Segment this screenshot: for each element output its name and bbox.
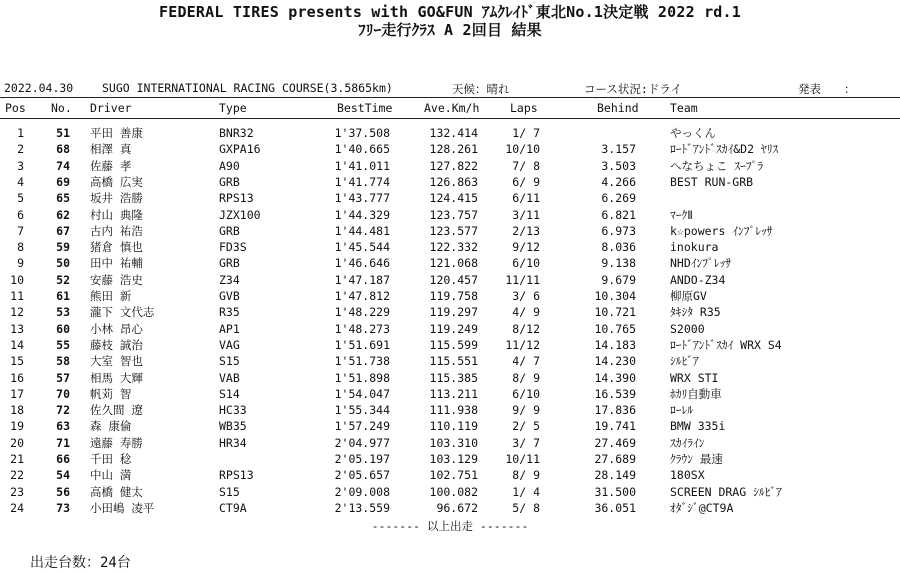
cell-driver: 相馬 大輝	[90, 370, 143, 385]
cell-team: inokura	[670, 240, 719, 255]
cell-behind: 31.500	[594, 484, 636, 499]
cell-behind: 14.390	[594, 370, 636, 385]
cell-speed: 110.119	[429, 419, 478, 434]
cell-driver: 相澤 真	[90, 142, 132, 157]
cell-car-number: 70	[56, 386, 70, 401]
cell-besttime: 1'41.011	[334, 158, 390, 173]
cell-laps: 8/ 9	[512, 370, 540, 385]
cell-car-number: 60	[56, 321, 70, 336]
cell-behind: 3.157	[601, 142, 636, 157]
cell-driver: 遠藤 寿勝	[90, 435, 143, 450]
cell-type: GRB	[219, 223, 240, 238]
cell-team: ｽｶｲﾗｲﾝ	[670, 435, 705, 450]
cell-pos: 20	[10, 435, 24, 450]
cell-besttime: 1'44.329	[334, 207, 390, 222]
cell-type: RPS13	[219, 191, 254, 206]
cell-speed: 121.068	[429, 256, 478, 271]
cell-team: ﾛｰﾄﾞｱﾝﾄﾞｽｶｲ&D2 ﾔﾘｽ	[670, 142, 779, 157]
cell-besttime: 2'09.008	[334, 484, 390, 499]
cell-driver: 佐藤 孝	[90, 158, 132, 173]
cell-speed: 122.332	[429, 240, 478, 255]
cell-pos: 24	[10, 500, 24, 515]
cell-behind: 3.503	[601, 158, 636, 173]
cell-pos: 15	[10, 354, 24, 369]
table-row	[0, 402, 900, 418]
cell-team: ﾛｰﾄﾞｱﾝﾄﾞｽｶｲ WRX S4	[670, 337, 782, 352]
cell-besttime: 1'47.812	[334, 289, 390, 303]
cell-laps: 6/11	[512, 191, 540, 206]
cell-type: GRB	[219, 174, 240, 189]
cell-team: ﾀｷｼﾀ R35	[670, 305, 721, 320]
cell-car-number: 59	[56, 240, 70, 255]
cell-car-number: 69	[56, 174, 70, 189]
cell-pos: 1	[17, 126, 24, 140]
cell-behind: 9.679	[601, 272, 636, 287]
cell-laps: 8/ 9	[512, 468, 540, 483]
cell-team: BEST RUN-GRB	[670, 174, 754, 189]
cell-besttime: 1'44.481	[334, 223, 390, 238]
cell-team: 柳原GV	[670, 289, 707, 303]
table-row	[0, 435, 900, 451]
cell-speed: 115.385	[429, 370, 478, 385]
cell-type: Z34	[219, 272, 240, 287]
table-row	[0, 141, 900, 157]
cell-besttime: 1'37.508	[334, 126, 390, 140]
cell-speed: 120.457	[429, 272, 478, 287]
cell-driver: 森 康倫	[90, 419, 132, 434]
header-besttime: BestTime	[337, 101, 393, 115]
cell-car-number: 52	[56, 272, 70, 287]
cell-behind: 6.973	[601, 223, 636, 238]
cell-type: HC33	[219, 403, 247, 418]
cell-speed: 111.938	[429, 403, 478, 418]
cell-speed: 119.297	[429, 305, 478, 320]
cell-speed: 115.599	[429, 337, 478, 352]
cell-besttime: 2'13.559	[334, 500, 390, 515]
session-title: ﾌﾘｰ走行ｸﾗｽ A 2回目 結果	[358, 21, 542, 39]
cell-pos: 18	[10, 403, 24, 418]
cell-team: ﾎｶﾘ自動車	[670, 386, 722, 401]
event-title: FEDERAL TIRES presents with GO&FUN ｱﾑｸﾚｲﾄﾞ東北No.1決定戦 2022 rd.1	[158, 3, 741, 21]
cell-laps: 3/11	[512, 207, 540, 222]
cell-type: AP1	[219, 321, 240, 336]
cell-type: R35	[219, 305, 240, 320]
header-type: Type	[219, 101, 247, 115]
cell-speed: 124.415	[429, 191, 478, 206]
cell-laps: 6/10	[512, 256, 540, 271]
header-behind: Behind	[597, 101, 639, 115]
cell-team: やっくん	[670, 126, 716, 140]
cell-speed: 123.577	[429, 223, 478, 238]
cell-type: GXPA16	[219, 142, 261, 157]
cell-car-number: 65	[56, 191, 70, 206]
cell-type: CT9A	[219, 500, 247, 515]
cell-behind: 6.821	[601, 207, 636, 222]
cell-behind: 6.269	[601, 191, 636, 206]
cell-laps: 6/10	[512, 386, 540, 401]
cell-driver: 帆苅 智	[90, 386, 132, 401]
cell-car-number: 53	[56, 305, 70, 320]
cell-type: S14	[219, 386, 240, 401]
cell-behind: 27.469	[594, 435, 636, 450]
header-driver: Driver	[90, 101, 132, 115]
cell-team: へなちょこ ｽｰﾌﾟﾗ	[670, 158, 764, 173]
entry-count: 出走台数：24台	[30, 555, 131, 571]
cell-type: BNR32	[219, 126, 254, 140]
cell-besttime: 1'48.273	[334, 321, 390, 336]
cell-pos: 21	[10, 452, 24, 466]
cell-type: WB35	[219, 419, 247, 434]
cell-team: S2000	[670, 321, 705, 336]
cell-team: ﾏｰｸⅡ	[670, 207, 693, 222]
cell-speed: 102.751	[429, 468, 478, 483]
table-row	[0, 337, 900, 353]
cell-driver: 中山 満	[90, 468, 132, 483]
cell-pos: 13	[10, 321, 24, 336]
cell-driver: 猪倉 慎也	[90, 240, 143, 255]
cell-driver: 古内 祐浩	[90, 223, 143, 238]
header-laps: Laps	[510, 101, 538, 115]
table-row	[0, 190, 900, 206]
cell-pos: 8	[17, 240, 24, 255]
cell-driver: 小田嶋 凌平	[90, 500, 155, 515]
end-of-entries-marker: ------- 以上出走 -------	[371, 519, 529, 533]
cell-speed: 115.551	[429, 354, 478, 369]
cell-car-number: 67	[56, 223, 70, 238]
cell-laps: 9/ 9	[512, 403, 540, 418]
table-row	[0, 418, 900, 434]
cell-laps: 11/11	[505, 272, 540, 287]
cell-behind: 17.836	[594, 403, 636, 418]
cell-type: VAB	[219, 370, 240, 385]
cell-speed: 126.863	[429, 174, 478, 189]
table-row	[0, 223, 900, 239]
cell-pos: 12	[10, 305, 24, 320]
cell-behind: 19.741	[594, 419, 636, 434]
table-row	[0, 272, 900, 288]
cell-driver: 瀧下 文代志	[90, 305, 155, 320]
cell-team: WRX STI	[670, 370, 719, 385]
cell-besttime: 1'51.691	[334, 337, 390, 352]
cell-besttime: 1'55.344	[334, 403, 390, 418]
table-row	[0, 239, 900, 255]
cell-car-number: 71	[56, 435, 70, 450]
cell-speed: 132.414	[429, 126, 478, 140]
cell-besttime: 1'57.249	[334, 419, 390, 434]
cell-besttime: 1'41.774	[334, 174, 390, 189]
cell-car-number: 73	[56, 500, 70, 515]
cell-besttime: 2'05.197	[334, 452, 390, 466]
cell-driver: 坂井 浩勝	[90, 191, 143, 206]
cell-driver: 田中 祐輔	[90, 256, 143, 271]
weather-label: 天候：晴れ	[452, 82, 510, 96]
cell-besttime: 1'40.665	[334, 142, 390, 157]
cell-car-number: 58	[56, 354, 70, 369]
header-speed: Ave.Km/h	[424, 101, 480, 115]
cell-pos: 19	[10, 419, 24, 434]
cell-car-number: 54	[56, 468, 70, 483]
cell-driver: 高橋 広実	[90, 174, 143, 189]
cell-besttime: 2'04.977	[334, 435, 390, 450]
cell-behind: 14.183	[594, 337, 636, 352]
cell-car-number: 57	[56, 370, 70, 385]
cell-pos: 10	[10, 272, 24, 287]
header-bottom-rule	[0, 118, 900, 119]
cell-besttime: 1'48.229	[334, 305, 390, 320]
cell-pos: 14	[10, 337, 24, 352]
cell-type: VAG	[219, 337, 240, 352]
cell-speed: 128.261	[429, 142, 478, 157]
cell-speed: 119.249	[429, 321, 478, 336]
cell-driver: 平田 善康	[90, 126, 143, 140]
cell-team: k☆powers ｲﾝﾌﾟﾚｯｻ	[670, 223, 773, 238]
cell-speed: 123.757	[429, 207, 478, 222]
cell-laps: 10/11	[505, 452, 540, 466]
cell-laps: 4/ 9	[512, 305, 540, 320]
cell-pos: 9	[17, 256, 24, 271]
cell-behind: 10.721	[594, 305, 636, 320]
cell-car-number: 63	[56, 419, 70, 434]
cell-type: HR34	[219, 435, 247, 450]
cell-team: 180SX	[670, 468, 705, 483]
cell-besttime: 1'45.544	[334, 240, 390, 255]
cell-speed: 103.310	[429, 435, 478, 450]
cell-type: RPS13	[219, 468, 254, 483]
table-row	[0, 207, 900, 223]
header-no: No.	[51, 101, 72, 115]
cell-driver: 佐久間 遼	[90, 403, 143, 418]
cell-car-number: 68	[56, 142, 70, 157]
cell-car-number: 61	[56, 289, 70, 303]
cell-car-number: 56	[56, 484, 70, 499]
cell-laps: 9/12	[512, 240, 540, 255]
cell-besttime: 2'05.657	[334, 468, 390, 483]
cell-team: ﾛｰﾚﾙ	[670, 403, 693, 418]
cell-pos: 11	[10, 289, 24, 303]
cell-laps: 5/ 8	[512, 500, 540, 515]
cell-team: ｸﾗｳﾝ 最速	[670, 452, 723, 466]
cell-pos: 22	[10, 468, 24, 483]
cell-speed: 103.129	[429, 452, 478, 466]
cell-car-number: 74	[56, 158, 70, 173]
cell-type: S15	[219, 484, 240, 499]
cell-car-number: 55	[56, 337, 70, 352]
cell-driver: 千田 稔	[90, 452, 132, 466]
cell-team: SCREEN DRAG ｼﾙﾋﾞｱ	[670, 484, 782, 499]
cell-laps: 7/ 8	[512, 158, 540, 173]
table-row	[0, 174, 900, 190]
header-top-rule	[0, 97, 900, 98]
cell-team: ANDO-Z34	[670, 272, 726, 287]
cell-laps: 6/ 9	[512, 174, 540, 189]
cell-behind: 36.051	[594, 500, 636, 515]
cell-type: GRB	[219, 256, 240, 271]
cell-besttime: 1'46.646	[334, 256, 390, 271]
cell-laps: 1/ 4	[512, 484, 540, 499]
table-row	[0, 321, 900, 337]
cell-car-number: 66	[56, 452, 70, 466]
table-row	[0, 255, 900, 271]
cell-driver: 高橋 健太	[90, 484, 143, 499]
cell-type: GVB	[219, 289, 240, 303]
cell-pos: 3	[17, 158, 24, 173]
cell-car-number: 72	[56, 403, 70, 418]
published-label: 発表 ：	[798, 82, 856, 96]
cell-behind: 10.765	[594, 321, 636, 336]
cell-type: A90	[219, 158, 240, 173]
cell-driver: 大室 智也	[90, 354, 143, 369]
cell-car-number: 51	[56, 126, 70, 140]
cell-driver: 村山 典隆	[90, 207, 143, 222]
cell-besttime: 1'51.898	[334, 370, 390, 385]
cell-besttime: 1'43.777	[334, 191, 390, 206]
cell-team: NHDｲﾝﾌﾟﾚｯｻ	[670, 256, 732, 271]
cell-type: JZX100	[219, 207, 261, 222]
cell-besttime: 1'54.047	[334, 386, 390, 401]
table-row	[0, 125, 900, 141]
cell-speed: 96.672	[436, 500, 478, 515]
cell-behind: 28.149	[594, 468, 636, 483]
header-team: Team	[670, 101, 698, 115]
cell-team: ｵﾀﾞｼﾞ@CT9A	[670, 500, 734, 515]
cell-behind: 10.304	[594, 289, 636, 303]
cell-laps: 4/ 7	[512, 354, 540, 369]
table-row	[0, 500, 900, 516]
cell-pos: 4	[17, 174, 24, 189]
cell-pos: 23	[10, 484, 24, 499]
table-row	[0, 451, 900, 467]
cell-pos: 5	[17, 191, 24, 206]
cell-speed: 100.082	[429, 484, 478, 499]
cell-behind: 14.230	[594, 354, 636, 369]
cell-laps: 2/ 5	[512, 419, 540, 434]
cell-pos: 6	[17, 207, 24, 222]
cell-speed: 119.758	[429, 289, 478, 303]
cell-driver: 小林 昂心	[90, 321, 143, 336]
cell-behind: 16.539	[594, 386, 636, 401]
cell-driver: 藤枝 誠治	[90, 337, 143, 352]
cell-besttime: 1'51.738	[334, 354, 390, 369]
table-row	[0, 467, 900, 483]
cell-type: S15	[219, 354, 240, 369]
cell-laps: 8/12	[512, 321, 540, 336]
cell-laps: 1/ 7	[512, 126, 540, 140]
header-pos: Pos	[5, 101, 26, 115]
cell-laps: 3/ 6	[512, 289, 540, 303]
venue-name: SUGO INTERNATIONAL RACING COURSE(3.5865km)	[102, 81, 393, 95]
cell-laps: 3/ 7	[512, 435, 540, 450]
cell-car-number: 50	[56, 256, 70, 271]
cell-car-number: 62	[56, 207, 70, 222]
table-row	[0, 484, 900, 500]
cell-pos: 16	[10, 370, 24, 385]
cell-behind: 8.036	[601, 240, 636, 255]
table-row	[0, 353, 900, 369]
table-row	[0, 304, 900, 320]
cell-driver: 熊田 新	[90, 289, 132, 303]
cell-team: ｼﾙﾋﾞｱ	[670, 354, 699, 369]
cell-behind: 27.689	[594, 452, 636, 466]
cell-speed: 127.822	[429, 158, 478, 173]
course-condition: コース状況:ドライ	[584, 82, 683, 96]
table-row	[0, 386, 900, 402]
cell-pos: 2	[17, 142, 24, 157]
cell-laps: 11/12	[505, 337, 540, 352]
table-row	[0, 158, 900, 174]
cell-laps: 10/10	[505, 142, 540, 157]
cell-laps: 2/13	[512, 223, 540, 238]
event-date: 2022.04.30	[4, 81, 74, 95]
table-row	[0, 370, 900, 386]
cell-team: BMW 335i	[670, 419, 726, 434]
cell-speed: 113.211	[429, 386, 478, 401]
cell-behind: 4.266	[601, 174, 636, 189]
cell-type: FD3S	[219, 240, 247, 255]
cell-driver: 安藤 浩史	[90, 272, 143, 287]
cell-behind: 9.138	[601, 256, 636, 271]
cell-pos: 7	[17, 223, 24, 238]
cell-besttime: 1'47.187	[334, 272, 390, 287]
cell-pos: 17	[10, 386, 24, 401]
table-row	[0, 288, 900, 304]
